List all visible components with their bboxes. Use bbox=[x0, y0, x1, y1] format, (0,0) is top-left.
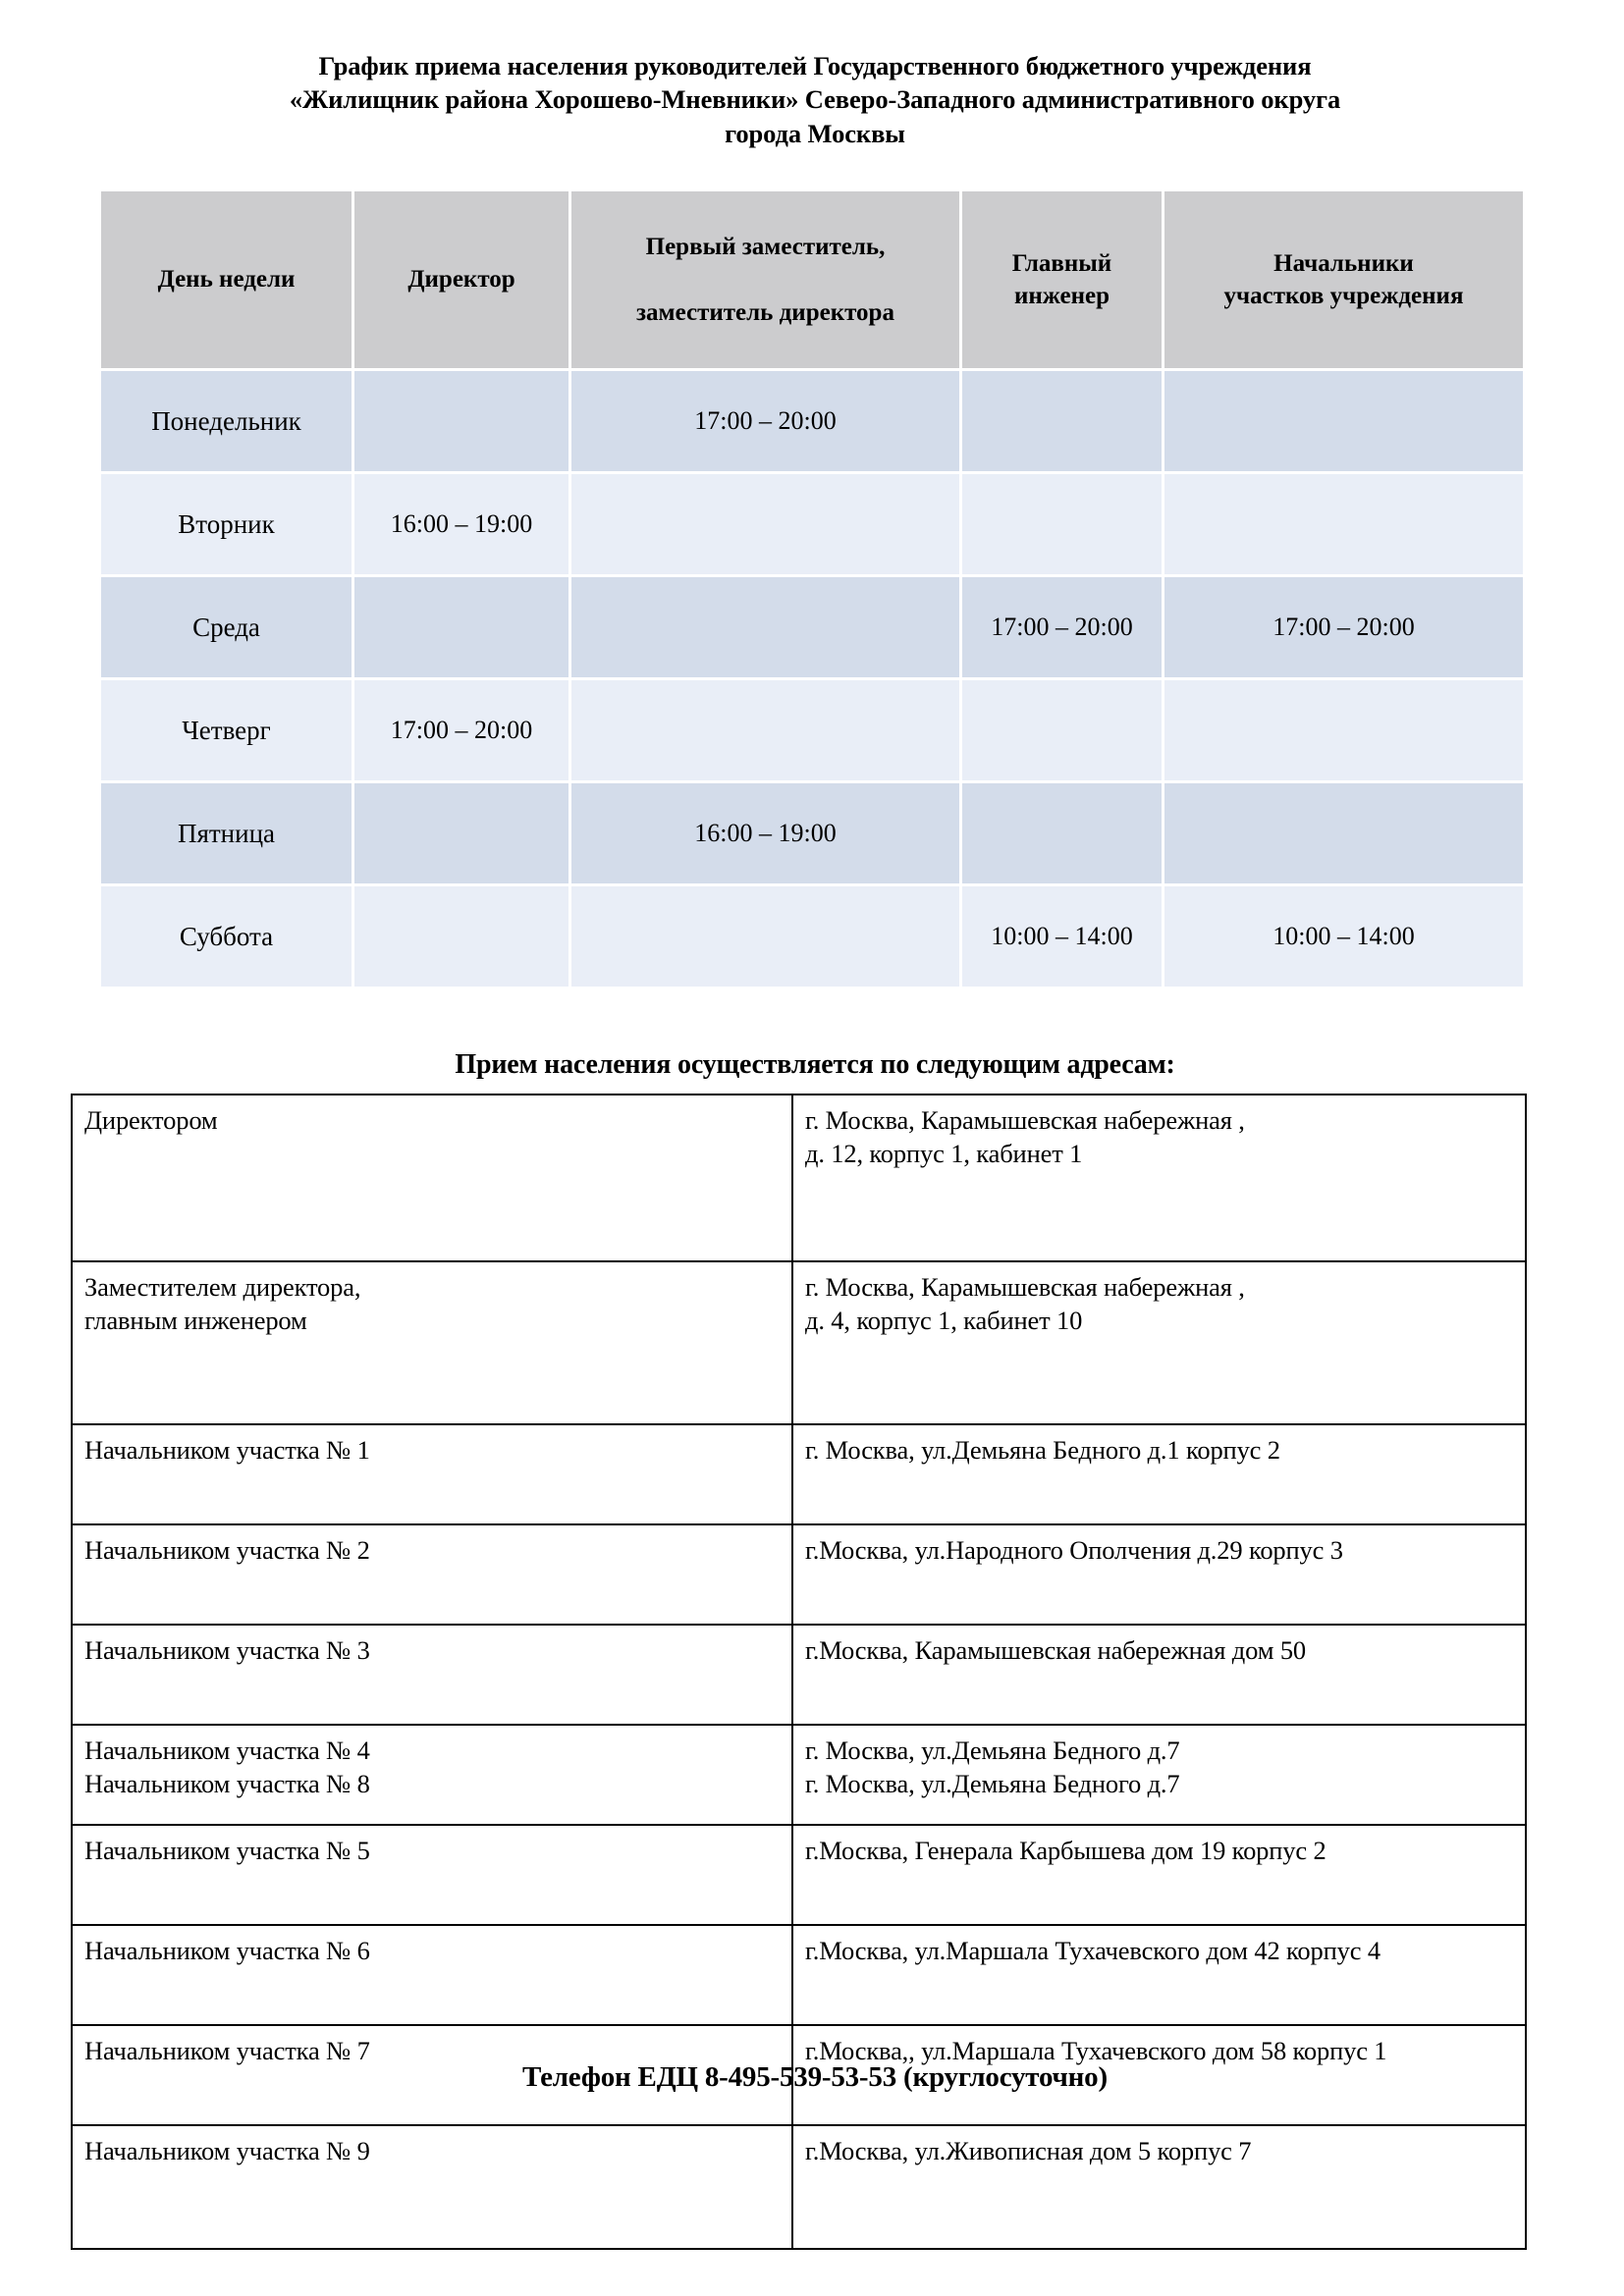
column-header-deputy-spacer bbox=[571, 263, 959, 296]
address-role-line: Начальником участка № 4 bbox=[84, 1735, 370, 1765]
address-location-line: г.Москва, ул.Живописная дом 5 корпус 7 bbox=[805, 2136, 1252, 2165]
schedule-chiefs-hours bbox=[1164, 474, 1523, 574]
address-location-line: г. Москва, ул.Демьяна Бедного д.1 корпус 2 bbox=[805, 1435, 1280, 1465]
address-role-line: Начальником участка № 5 bbox=[84, 1836, 370, 1865]
table-row bbox=[72, 1625, 1526, 1725]
table-row bbox=[72, 1524, 1526, 1625]
schedule-day: Среда bbox=[101, 577, 352, 677]
schedule-engineer-hours bbox=[962, 371, 1162, 471]
address-role-line: Начальником участка № 3 bbox=[84, 1635, 370, 1665]
address-role bbox=[72, 1925, 792, 2025]
schedule-director-hours: 16:00 – 19:00 bbox=[354, 474, 568, 574]
schedule-engineer-hours: 10:00 – 14:00 bbox=[962, 886, 1162, 987]
address-location bbox=[792, 1825, 1526, 1925]
schedule-director-hours bbox=[354, 886, 568, 987]
schedule-director-hours: 17:00 – 20:00 bbox=[354, 680, 568, 780]
table-row bbox=[101, 783, 1523, 883]
table-row bbox=[72, 1095, 1526, 1261]
address-location-line: г. Москва, ул.Демьяна Бедного д.7 bbox=[805, 1735, 1180, 1765]
schedule-director-hours bbox=[354, 783, 568, 883]
address-role-line: Заместителем директора, bbox=[84, 1272, 361, 1302]
emergency-phone-footer: Телефон ЕДЦ 8-495-539-53-53 (круглосуточно) bbox=[522, 2061, 1108, 2093]
schedule-chiefs-hours: 17:00 – 20:00 bbox=[1164, 577, 1523, 677]
address-role-line: Директором bbox=[84, 1105, 218, 1135]
schedule-chiefs-hours bbox=[1164, 371, 1523, 471]
address-role-line: Начальником участка № 7 bbox=[84, 2036, 370, 2065]
schedule-deputy-hours: 16:00 – 19:00 bbox=[571, 783, 959, 883]
address-role bbox=[72, 1424, 792, 1524]
table-row bbox=[72, 1925, 1526, 2025]
table-row bbox=[72, 1725, 1526, 1825]
column-header-director bbox=[354, 191, 568, 368]
schedule-engineer-hours: 17:00 – 20:00 bbox=[962, 577, 1162, 677]
address-role-line: Начальником участка № 2 bbox=[84, 1535, 370, 1565]
column-header-deputy bbox=[571, 191, 959, 368]
column-header-engineer bbox=[962, 191, 1162, 368]
column-header-deputy-line2: заместитель директора bbox=[636, 299, 894, 326]
address-location-line: г. Москва, Карамышевская набережная , bbox=[805, 1272, 1245, 1302]
addresses-subheading: Прием населения осуществляется по следующим адресам: bbox=[455, 1049, 1175, 1080]
address-role-line: Начальником участка № 6 bbox=[84, 1936, 370, 1965]
schedule-deputy-hours bbox=[571, 886, 959, 987]
address-role-line: Начальником участка № 9 bbox=[84, 2136, 370, 2165]
table-row bbox=[72, 2125, 1526, 2249]
address-role bbox=[72, 1095, 792, 1261]
address-location bbox=[792, 1725, 1526, 1825]
column-header-engineer-line1: Главный bbox=[1011, 249, 1112, 277]
address-location bbox=[792, 1261, 1526, 1424]
title-line-3: города Москвы bbox=[725, 118, 905, 148]
address-location-line: г. Москва, ул.Демьяна Бедного д.7 bbox=[805, 1769, 1180, 1799]
address-location-line: д. 12, корпус 1, кабинет 1 bbox=[805, 1139, 1083, 1169]
address-role-line: Начальником участка № 8 bbox=[84, 1769, 370, 1799]
reception-schedule-table bbox=[98, 188, 1526, 989]
schedule-day: Понедельник bbox=[101, 371, 352, 471]
address-role bbox=[72, 2125, 792, 2249]
table-row bbox=[101, 680, 1523, 780]
table-row bbox=[72, 1424, 1526, 1524]
table-row bbox=[72, 1825, 1526, 1925]
address-location bbox=[792, 1925, 1526, 2025]
column-header-chiefs bbox=[1164, 191, 1523, 368]
table-row bbox=[101, 474, 1523, 574]
schedule-chiefs-hours: 10:00 – 14:00 bbox=[1164, 886, 1523, 987]
column-header-chiefs-line1: Начальники bbox=[1273, 249, 1414, 277]
schedule-deputy-hours bbox=[571, 680, 959, 780]
column-header-day bbox=[101, 191, 352, 368]
schedule-day: Вторник bbox=[101, 474, 352, 574]
table-row bbox=[101, 371, 1523, 471]
table-row bbox=[72, 1261, 1526, 1424]
schedule-header-row bbox=[101, 191, 1523, 368]
schedule-deputy-hours: 17:00 – 20:00 bbox=[571, 371, 959, 471]
address-location-line: г.Москва, ул.Народного Ополчения д.29 корпус 3 bbox=[805, 1535, 1343, 1565]
address-location bbox=[792, 1424, 1526, 1524]
schedule-engineer-hours bbox=[962, 783, 1162, 883]
schedule-deputy-hours bbox=[571, 577, 959, 677]
address-location bbox=[792, 2125, 1526, 2249]
column-header-day-label: День недели bbox=[157, 266, 296, 294]
column-header-director-label: Директор bbox=[407, 266, 515, 294]
title-line-2: «Жилищник района Хорошево-Мневники» Северо-Западного административного округа bbox=[289, 84, 1341, 115]
address-location bbox=[792, 1524, 1526, 1625]
address-location-line: г.Москва, Генерала Карбышева дом 19 корпус 2 bbox=[805, 1836, 1326, 1865]
address-location-line: д. 4, корпус 1, кабинет 10 bbox=[805, 1306, 1083, 1336]
column-header-deputy-line1: Первый заместитель, bbox=[645, 233, 886, 260]
column-header-engineer-line2: инженер bbox=[1013, 283, 1110, 309]
schedule-director-hours bbox=[354, 577, 568, 677]
address-role bbox=[72, 1825, 792, 1925]
address-role bbox=[72, 1725, 792, 1825]
address-location-line: г.Москва, ул.Маршала Тухачевского дом 42 корпус 4 bbox=[805, 1936, 1380, 1965]
address-location-line: г. Москва, Карамышевская набережная , bbox=[805, 1105, 1245, 1135]
schedule-chiefs-hours bbox=[1164, 783, 1523, 883]
address-role-line: главным инженером bbox=[84, 1306, 307, 1336]
title-line-1: График приема населения руководителей Государственного бюджетного учреждения bbox=[318, 51, 1312, 80]
schedule-chiefs-hours bbox=[1164, 680, 1523, 780]
schedule-engineer-hours bbox=[962, 680, 1162, 780]
schedule-day: Четверг bbox=[101, 680, 352, 780]
schedule-director-hours bbox=[354, 371, 568, 471]
schedule-day: Суббота bbox=[101, 886, 352, 987]
address-role-line: Начальником участка № 1 bbox=[84, 1435, 370, 1465]
table-row bbox=[101, 886, 1523, 987]
schedule-day: Пятница bbox=[101, 783, 352, 883]
column-header-chiefs-line2: участков учреждения bbox=[1223, 283, 1464, 309]
address-role bbox=[72, 1524, 792, 1625]
table-row bbox=[101, 577, 1523, 677]
address-location-line: г.Москва, Карамышевская набережная дом 50 bbox=[805, 1635, 1307, 1665]
schedule-engineer-hours bbox=[962, 474, 1162, 574]
address-role bbox=[72, 1261, 792, 1424]
address-location bbox=[792, 1625, 1526, 1725]
page-title bbox=[177, 49, 1453, 150]
address-location bbox=[792, 1095, 1526, 1261]
schedule-deputy-hours bbox=[571, 474, 959, 574]
address-location-line: г.Москва,, ул.Маршала Тухачевского дом 58 корпус 1 bbox=[805, 2036, 1387, 2065]
address-role bbox=[72, 1625, 792, 1725]
